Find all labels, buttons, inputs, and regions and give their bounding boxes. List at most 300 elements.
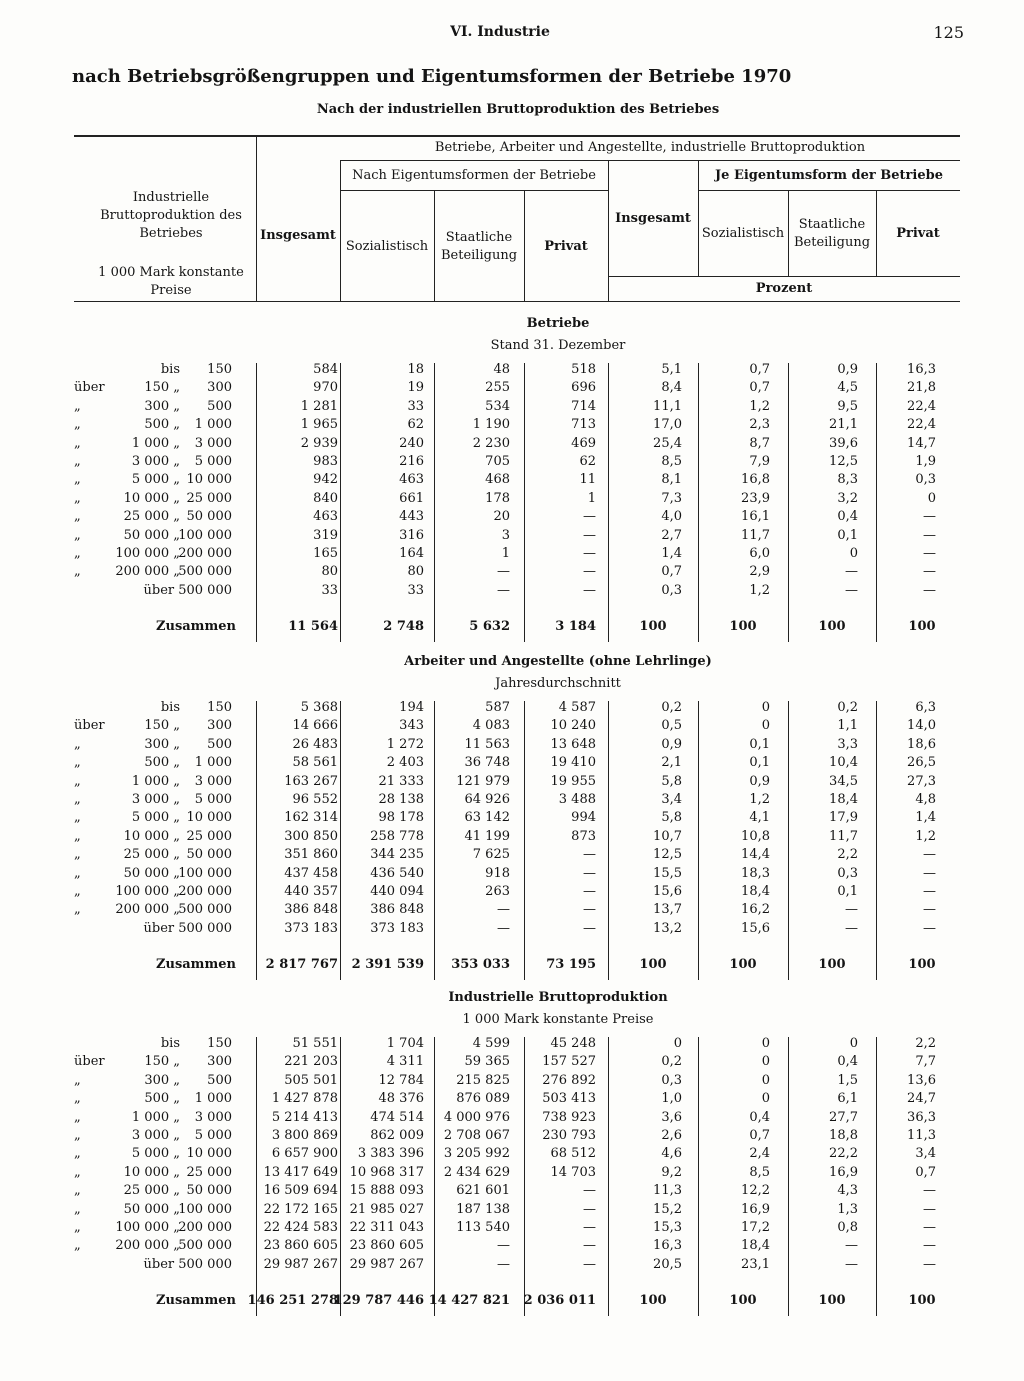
- size-class-to: 150: [207, 1036, 232, 1051]
- table-cell: 21,8: [907, 380, 936, 396]
- size-class-from: 150 „: [144, 1054, 180, 1070]
- table-cell: 165: [313, 546, 338, 561]
- size-class-prefix: „: [74, 527, 81, 543]
- table-cell: 0,8: [837, 1220, 858, 1235]
- size-class-to: 200 000: [178, 1220, 232, 1235]
- table-row: [60, 865, 960, 883]
- table-cell: 8,5: [749, 1164, 770, 1180]
- table-cell: 11,7: [741, 527, 770, 543]
- table-cell: —: [583, 884, 596, 899]
- total-cell: 100: [908, 1293, 936, 1309]
- table-cell: 23,1: [741, 1256, 770, 1272]
- table-row: [60, 736, 960, 754]
- table-cell: —: [583, 847, 596, 863]
- stub-header-unit: 1 000 Mark konstante Preise: [98, 265, 244, 298]
- table-cell: 163 267: [284, 773, 338, 789]
- table-cell: —: [845, 1256, 858, 1272]
- table-cell: 11,3: [907, 1128, 936, 1143]
- table-cell: 3,3: [837, 736, 858, 752]
- table-row: [60, 754, 960, 772]
- total-cell: 100: [818, 957, 846, 973]
- table-cell: 840: [313, 490, 338, 506]
- table-cell: 12,5: [653, 847, 682, 863]
- table-cell: 3,4: [915, 1146, 936, 1162]
- table-cell: 983: [313, 454, 338, 469]
- table-cell: 0: [761, 1054, 770, 1070]
- table-cell: 696: [571, 380, 596, 396]
- size-class-prefix: „: [74, 1109, 81, 1125]
- table-cell: —: [583, 902, 596, 918]
- table-cell: —: [497, 564, 510, 580]
- size-class-prefix: „: [74, 736, 81, 752]
- table-cell: 0,9: [837, 362, 858, 377]
- header-col-privat: Privat: [544, 239, 588, 254]
- size-class-from: 5 000 „: [131, 810, 180, 826]
- table-cell: 1,2: [749, 792, 770, 807]
- table-cell: 16,1: [741, 509, 770, 525]
- total-cell: 5 632: [469, 619, 510, 635]
- table-row: [60, 1164, 960, 1182]
- size-class-prefix: „: [74, 398, 81, 414]
- table-cell: 4,8: [915, 792, 936, 807]
- size-class-to: 100 000: [178, 527, 232, 543]
- size-class-to: 500: [207, 1072, 232, 1088]
- size-class-prefix: über: [74, 718, 105, 734]
- table-cell: 22,4: [907, 398, 936, 414]
- table-cell: —: [923, 865, 936, 881]
- table-cell: 10 240: [550, 718, 596, 734]
- size-class-from: 1 000 „: [131, 1109, 180, 1125]
- table-row: [60, 901, 960, 919]
- table-cell: 6,1: [837, 1091, 858, 1107]
- table-cell: 0,7: [749, 380, 770, 396]
- table-cell: 16,3: [907, 362, 936, 377]
- table-cell: 0,7: [749, 1128, 770, 1143]
- size-class-from: 300 „: [144, 1072, 180, 1088]
- table-cell: 0,4: [837, 509, 858, 525]
- table-cell: 1: [587, 490, 596, 506]
- table-cell: 4,3: [837, 1183, 858, 1199]
- table-cell: 8,4: [661, 380, 682, 396]
- table-cell: 18,8: [829, 1128, 858, 1143]
- table-cell: 6,3: [915, 700, 936, 715]
- table-cell: 5,8: [661, 810, 682, 826]
- total-cell: 2 036 011: [523, 1293, 596, 1309]
- table-cell: 15 888 093: [349, 1183, 424, 1199]
- size-class-from: 25 000 „: [123, 509, 180, 525]
- size-class-from: 10 000 „: [123, 828, 180, 844]
- size-class-prefix: „: [74, 472, 81, 488]
- table-row: [60, 773, 960, 791]
- section-title: Industrielle Bruttoproduktion: [448, 990, 668, 1005]
- table-row: [60, 699, 960, 717]
- table-cell: 98 178: [378, 810, 424, 826]
- size-class-to: 50 000: [186, 847, 232, 863]
- table-cell: 534: [485, 398, 510, 414]
- table-cell: 862 009: [370, 1128, 424, 1143]
- table-cell: 5 214 413: [271, 1109, 338, 1125]
- size-class-from: 10 000 „: [123, 490, 180, 506]
- table-cell: 21 985 027: [349, 1201, 424, 1217]
- table-cell: 27,3: [907, 773, 936, 789]
- size-class-to: 5 000: [194, 1128, 232, 1143]
- total-cell: 100: [729, 619, 757, 635]
- table-cell: 26 483: [292, 736, 338, 752]
- table-cell: 0,3: [837, 865, 858, 881]
- table-cell: 0,2: [661, 1054, 682, 1070]
- table-cell: 4,6: [661, 1146, 682, 1162]
- table-cell: 14,7: [907, 435, 936, 451]
- size-class-to: 300: [207, 718, 232, 734]
- table-cell: 7,3: [661, 490, 682, 506]
- table-cell: 5 368: [300, 700, 338, 715]
- table-cell: —: [497, 902, 510, 918]
- table-row: [60, 809, 960, 827]
- table-row: [60, 1145, 960, 1163]
- table-cell: 15,2: [653, 1201, 682, 1217]
- size-class-from: 50 000 „: [123, 1201, 180, 1217]
- table-cell: 157 527: [542, 1054, 596, 1070]
- table-cell: 738 923: [542, 1109, 596, 1125]
- table-cell: 6 657 900: [271, 1146, 338, 1162]
- table-cell: 22,4: [907, 417, 936, 433]
- table-cell: 705: [485, 454, 510, 469]
- size-class-to: 25 000: [186, 1164, 232, 1180]
- table-cell: 343: [399, 718, 424, 734]
- size-class-prefix: „: [74, 1201, 81, 1217]
- table-cell: 0,1: [749, 736, 770, 752]
- table-cell: 437 458: [284, 865, 338, 881]
- table-cell: 1 190: [472, 417, 510, 433]
- table-cell: 3: [501, 527, 510, 543]
- table-cell: 8,5: [661, 454, 682, 469]
- header-col-privat-pct: Privat: [896, 225, 940, 241]
- size-class-to: 3 000: [194, 1109, 232, 1125]
- table-cell: 876 089: [456, 1091, 510, 1107]
- table-cell: 255: [485, 380, 510, 396]
- size-class-prefix: „: [74, 1183, 81, 1199]
- table-cell: 33: [321, 582, 338, 598]
- table-cell: 240: [399, 435, 424, 451]
- table-cell: 16,3: [653, 1238, 682, 1254]
- table-cell: 20: [493, 509, 510, 525]
- table-cell: 0: [761, 1091, 770, 1107]
- table-cell: 474 514: [370, 1109, 424, 1125]
- header-col-staatlich: Staatliche Beteiligung: [440, 230, 518, 263]
- table-cell: 2,9: [749, 564, 770, 580]
- table-cell: 51 551: [292, 1036, 338, 1051]
- table-cell: 22 311 043: [349, 1220, 424, 1235]
- table-cell: 64 926: [464, 792, 510, 807]
- table-cell: 80: [407, 564, 424, 580]
- table-cell: 0: [673, 1036, 682, 1051]
- size-class-prefix: „: [74, 1072, 81, 1088]
- size-class-prefix: „: [74, 792, 81, 807]
- table-cell: 19 955: [550, 773, 596, 789]
- size-class-prefix: über: [74, 1054, 105, 1070]
- table-cell: 2 708 067: [443, 1128, 510, 1143]
- table-cell: 48 376: [378, 1091, 424, 1107]
- table-cell: —: [583, 865, 596, 881]
- table-cell: 28 138: [378, 792, 424, 807]
- table-cell: —: [497, 582, 510, 598]
- size-class-to: 100 000: [178, 1201, 232, 1217]
- size-class-to: über 500 000: [143, 582, 232, 598]
- table-cell: 503 413: [542, 1091, 596, 1107]
- table-cell: 6,0: [749, 546, 770, 561]
- table-row: [60, 563, 960, 581]
- table-cell: 2,7: [661, 527, 682, 543]
- total-cell: 353 033: [451, 957, 510, 973]
- table-row: [60, 1035, 960, 1053]
- table-cell: 1: [501, 546, 510, 561]
- total-cell: 146 251 278: [247, 1293, 338, 1309]
- table-cell: 714: [571, 398, 596, 414]
- table-row: [60, 471, 960, 489]
- size-class-to: 500: [207, 398, 232, 414]
- table-cell: 18,6: [907, 736, 936, 752]
- table-cell: 15,6: [653, 884, 682, 899]
- size-class-to: 300: [207, 380, 232, 396]
- table-cell: 29 987 267: [349, 1256, 424, 1272]
- table-row: [60, 828, 960, 846]
- table-cell: 12 784: [378, 1072, 424, 1088]
- table-cell: 2,2: [915, 1036, 936, 1051]
- size-class-to: 3 000: [194, 773, 232, 789]
- table-cell: 263: [485, 884, 510, 899]
- table-cell: 1,2: [749, 582, 770, 598]
- table-cell: —: [583, 527, 596, 543]
- table-cell: 0: [761, 700, 770, 715]
- table-title: nach Betriebsgrößengruppen und Eigentumsformen der Betriebe 1970: [72, 66, 792, 87]
- size-class-from: 150 „: [144, 718, 180, 734]
- total-cell: 129 787 446: [333, 1293, 424, 1309]
- table-cell: 59 365: [464, 1054, 510, 1070]
- table-cell: 1,2: [749, 398, 770, 414]
- table-cell: 164: [399, 546, 424, 561]
- header-col-sozialistisch: Sozialistisch: [345, 239, 429, 254]
- table-cell: 63 142: [464, 810, 510, 826]
- table-cell: 0,3: [915, 472, 936, 488]
- table-cell: 10,8: [741, 828, 770, 844]
- table-cell: —: [923, 884, 936, 899]
- size-class-from: 25 000 „: [123, 1183, 180, 1199]
- table-cell: 0,4: [749, 1109, 770, 1125]
- size-class-prefix: „: [74, 1220, 81, 1235]
- size-class-from: 50 000 „: [123, 865, 180, 881]
- size-class-to: 150: [207, 362, 232, 377]
- table-cell: 300 850: [284, 828, 338, 844]
- size-class-to: 5 000: [194, 454, 232, 469]
- table-cell: 33: [407, 398, 424, 414]
- table-cell: 23,9: [741, 490, 770, 506]
- table-cell: 258 778: [370, 828, 424, 844]
- table-cell: 344 235: [370, 847, 424, 863]
- table-cell: 386 848: [284, 902, 338, 918]
- table-row: [60, 1090, 960, 1108]
- size-class-from: 3 000 „: [131, 1128, 180, 1143]
- table-cell: 386 848: [370, 902, 424, 918]
- size-class-prefix: „: [74, 847, 81, 863]
- table-cell: 12,2: [741, 1183, 770, 1199]
- table-cell: —: [923, 564, 936, 580]
- table-cell: 230 793: [542, 1128, 596, 1143]
- size-class-prefix: „: [74, 902, 81, 918]
- total-cell: 100: [639, 619, 667, 635]
- table-cell: 3 488: [558, 792, 596, 807]
- table-cell: 2,3: [749, 417, 770, 433]
- size-class-prefix: „: [74, 1128, 81, 1143]
- table-cell: 0,1: [837, 527, 858, 543]
- table-cell: 463: [313, 509, 338, 525]
- size-class-prefix: „: [74, 435, 81, 451]
- table-cell: 4 311: [386, 1054, 424, 1070]
- table-cell: —: [923, 1220, 936, 1235]
- table-cell: 19 410: [550, 755, 596, 771]
- table-row: [60, 1182, 960, 1200]
- table-row: [60, 846, 960, 864]
- size-class-from: 3 000 „: [131, 792, 180, 807]
- table-cell: 518: [571, 362, 596, 377]
- table-row: [60, 920, 960, 938]
- table-cell: 19: [407, 380, 424, 396]
- table-cell: 29 987 267: [263, 1256, 338, 1272]
- table-cell: 0,7: [749, 362, 770, 377]
- table-cell: —: [845, 920, 858, 936]
- table-cell: 351 860: [284, 847, 338, 863]
- size-class-from: 100 000 „: [115, 546, 180, 561]
- header-top-label: Betriebe, Arbeiter und Angestellte, industrielle Bruttoproduktion: [434, 140, 866, 155]
- table-cell: 22 424 583: [263, 1220, 338, 1235]
- size-class-to: 500: [207, 736, 232, 752]
- table-cell: 276 892: [542, 1072, 596, 1088]
- table-cell: 661: [399, 490, 424, 506]
- total-cell: 73 195: [546, 957, 596, 973]
- table-cell: —: [845, 582, 858, 598]
- size-class-prefix: „: [74, 884, 81, 899]
- table-cell: 1,9: [915, 454, 936, 469]
- table-cell: 1 272: [386, 736, 424, 752]
- table-cell: 17,0: [653, 417, 682, 433]
- table-cell: 4,5: [837, 380, 858, 396]
- table-cell: 15,6: [741, 920, 770, 936]
- size-class-from: bis: [160, 362, 180, 377]
- size-class-to: 1 000: [194, 417, 232, 433]
- header-prozent: Prozent: [755, 281, 813, 296]
- table-cell: 18: [407, 362, 424, 377]
- size-class-to: 100 000: [178, 865, 232, 881]
- table-cell: 1,1: [837, 718, 858, 734]
- table-cell: 11,3: [653, 1183, 682, 1199]
- size-class-prefix: „: [74, 810, 81, 826]
- table-cell: 3,4: [661, 792, 682, 807]
- size-class-from: 100 000 „: [115, 884, 180, 899]
- total-cell: 100: [639, 1293, 667, 1309]
- table-cell: 18,4: [741, 884, 770, 899]
- table-cell: 9,2: [661, 1164, 682, 1180]
- table-cell: 16,8: [741, 472, 770, 488]
- table-cell: 3,6: [661, 1109, 682, 1125]
- table-cell: 4 000 976: [443, 1109, 510, 1125]
- table-cell: 215 825: [456, 1072, 510, 1088]
- table-cell: —: [583, 582, 596, 598]
- table-cell: 13 417 649: [263, 1164, 338, 1180]
- table-cell: —: [923, 527, 936, 543]
- total-row: [60, 956, 960, 974]
- table-cell: 873: [571, 828, 596, 844]
- table-cell: 4,1: [749, 810, 770, 826]
- table-cell: 10,7: [653, 828, 682, 844]
- table-cell: 0: [927, 490, 936, 506]
- table-cell: 7,7: [915, 1054, 936, 1070]
- table-cell: 0,9: [661, 736, 682, 752]
- chapter-heading: VI. Industrie: [450, 24, 550, 40]
- table-cell: 8,3: [837, 472, 858, 488]
- table-cell: 48: [493, 362, 510, 377]
- table-cell: 4 587: [558, 700, 596, 715]
- table-row: [60, 1201, 960, 1219]
- table-cell: 194: [399, 700, 424, 715]
- table-cell: 0,3: [661, 582, 682, 598]
- table-cell: —: [583, 920, 596, 936]
- table-cell: —: [845, 1238, 858, 1254]
- table-cell: —: [923, 847, 936, 863]
- table-cell: 1,3: [837, 1201, 858, 1217]
- table-cell: —: [923, 902, 936, 918]
- size-class-to: 300: [207, 1054, 232, 1070]
- size-class-to: 25 000: [186, 490, 232, 506]
- size-class-from: 100 000 „: [115, 1220, 180, 1235]
- table-cell: 18,3: [741, 865, 770, 881]
- table-cell: —: [845, 902, 858, 918]
- table-cell: 17,2: [741, 1220, 770, 1235]
- size-class-to: 500 000: [178, 902, 232, 918]
- table-cell: 1,0: [661, 1091, 682, 1107]
- table-subtitle: Nach der industriellen Bruttoproduktion des Betriebes: [316, 102, 720, 117]
- table-row: [60, 453, 960, 471]
- table-cell: 23 860 605: [349, 1238, 424, 1254]
- table-cell: 2,6: [661, 1128, 682, 1143]
- section-title: Betriebe: [526, 316, 590, 331]
- table-cell: 0: [761, 1072, 770, 1088]
- table-cell: 373 183: [284, 920, 338, 936]
- table-cell: 0: [849, 546, 858, 561]
- table-cell: 0,1: [749, 755, 770, 771]
- size-class-prefix: „: [74, 546, 81, 561]
- table-row: [60, 717, 960, 735]
- size-class-prefix: „: [74, 1146, 81, 1162]
- table-cell: —: [497, 1238, 510, 1254]
- total-cell: 100: [729, 957, 757, 973]
- table-cell: 13,7: [653, 902, 682, 918]
- table-row: [60, 490, 960, 508]
- table-cell: 24,7: [907, 1091, 936, 1107]
- total-label: Zusammen: [156, 957, 236, 973]
- table-cell: 0,7: [661, 564, 682, 580]
- table-cell: 18,4: [829, 792, 858, 807]
- header-col-insgesamt: Insgesamt: [260, 228, 336, 243]
- table-cell: 469: [571, 435, 596, 451]
- table-cell: 713: [571, 417, 596, 433]
- table-cell: —: [583, 1201, 596, 1217]
- size-class-prefix: „: [74, 454, 81, 469]
- table-cell: 12,5: [829, 454, 858, 469]
- size-class-from: 300 „: [144, 736, 180, 752]
- table-cell: —: [583, 1256, 596, 1272]
- size-class-from: 3 000 „: [131, 454, 180, 469]
- total-cell: 100: [729, 1293, 757, 1309]
- size-class-from: 200 000 „: [115, 902, 180, 918]
